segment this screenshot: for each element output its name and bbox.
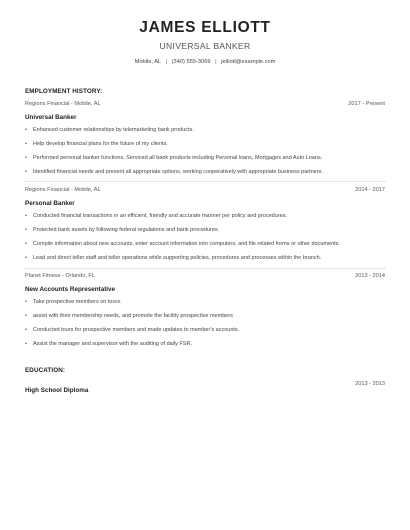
job-bullet: • Conducted tours for prospective members and made updates to member's accounts. xyxy=(25,327,385,341)
job-entry xyxy=(25,101,385,183)
section-divider xyxy=(25,181,385,182)
contact-location: Mobile, AL xyxy=(134,59,161,65)
job-dates: 2017 - Present xyxy=(348,101,385,107)
job-bullet: • Lead and direct teller staff and teller operations while supporting policies, procedures and processes within the branch. xyxy=(25,255,385,269)
job-bullet: • Identified financial needs and present all appropriate options, working cooperatively with appropriate business partners. xyxy=(25,169,385,183)
employment-heading: EMPLOYMENT HISTORY: xyxy=(25,88,103,95)
candidate-title: UNIVERSAL BANKER xyxy=(159,41,251,51)
contact-separator: | xyxy=(215,59,217,65)
job-bullet: • Help develop financial plans for the future of my clients. xyxy=(25,141,385,155)
contact-separator: | xyxy=(165,59,168,65)
section-divider xyxy=(25,268,385,269)
job-bullet: • Compile information about new accounts, enter account information into computers, and file related forms or other documents. xyxy=(25,241,385,255)
contact-phone: (340) 555-3069 xyxy=(171,59,211,65)
contact-line xyxy=(0,59,410,65)
job-role: New Accounts Representative xyxy=(25,286,116,293)
job-meta xyxy=(25,273,385,282)
job-bullet: • Conducted financial transactions in an efficient, friendly and accurate manner per policy and procedures. xyxy=(25,213,385,227)
job-bullets xyxy=(25,127,385,183)
job-entry xyxy=(25,273,385,355)
education-heading: EDUCATION: xyxy=(25,367,66,374)
education-degree: High School Diploma xyxy=(25,387,89,394)
job-dates: 2013 - 2014 xyxy=(355,273,385,279)
contact-email: jelliott@example.com xyxy=(221,59,276,65)
job-bullet: • Take prospective members on tours. xyxy=(25,299,385,313)
job-bullet: • Assist the manager and supervisor with the auditing of daily FSR. xyxy=(25,341,385,355)
job-bullet: • assist with their membership needs, and promote the facility prospective members xyxy=(25,313,385,327)
job-bullet: • Protected bank assets by following federal regulations and bank procedures. xyxy=(25,227,385,241)
job-dates: 2014 - 2017 xyxy=(355,187,385,193)
job-meta xyxy=(25,101,385,110)
job-employer: Regions Financial - Mobile, AL xyxy=(25,187,101,193)
job-employer: Planet Fitness - Orlando, FL xyxy=(25,273,95,279)
job-bullets xyxy=(25,213,385,269)
education-dates: 2013 - 2013 xyxy=(355,381,385,387)
job-employer: Regions Financial - Mobile, AL xyxy=(25,101,101,107)
job-bullet: • Enhanced customer relationships by telemarketing bank products. xyxy=(25,127,385,141)
job-entry xyxy=(25,187,385,269)
job-role: Personal Banker xyxy=(25,200,75,207)
job-bullet: • Performed personal banker functions, Serviced all bank products including Personal loans, Mortgages and Auto Loans. xyxy=(25,155,385,169)
job-bullets xyxy=(25,299,385,355)
job-meta xyxy=(25,187,385,196)
candidate-name: JAMES ELLIOTT xyxy=(139,19,271,36)
job-role: Universal Banker xyxy=(25,114,77,121)
